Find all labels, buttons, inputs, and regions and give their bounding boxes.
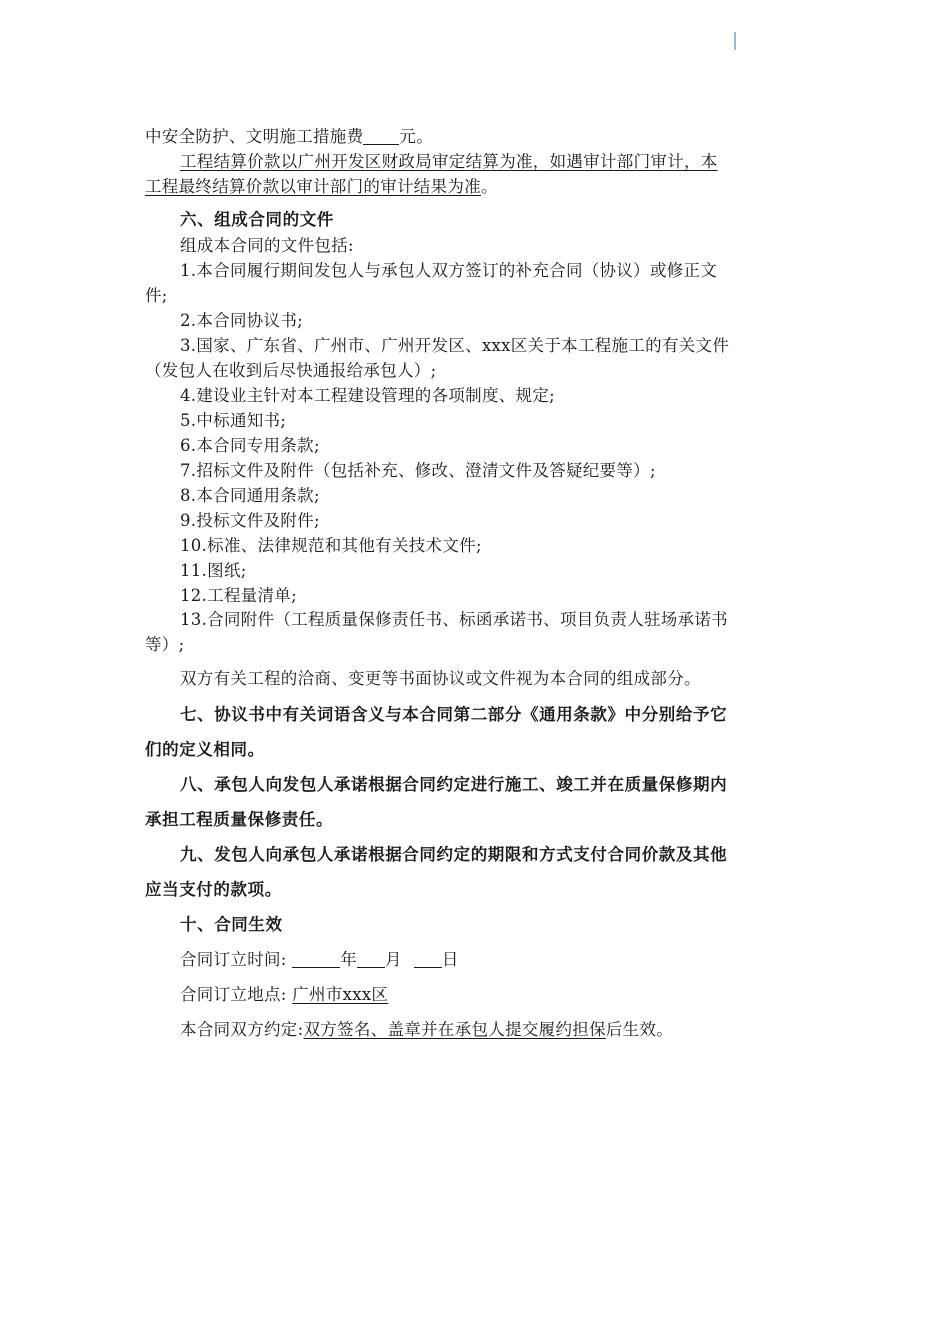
list-item-continuation: 件; <box>145 286 168 305</box>
month-label: 月 <box>385 950 402 969</box>
text-fragment: 。 <box>481 177 498 196</box>
section-heading-6: 六、组成合同的文件 <box>180 210 334 229</box>
day-label: 日 <box>441 950 459 969</box>
section-heading-7: 七、协议书中有关词语含义与本合同第二部分《通用条款》中分别给予它 <box>180 705 728 724</box>
paragraph: 组成本合同的文件包括: <box>180 236 354 255</box>
section-heading-8: 八、承包人向发包人承诺根据合同约定进行施工、竣工并在质量保修期内 <box>180 775 728 794</box>
list-item: 13.合同附件（工程质量保修责任书、标函承诺书、项目负责人驻场承诺书 <box>180 610 728 629</box>
day-blank <box>414 951 442 968</box>
section-heading-8-cont: 承担工程质量保修责任。 <box>145 810 334 829</box>
paragraph: 双方有关工程的洽商、变更等书面协议或文件视为本合同的组成部分。 <box>180 669 701 688</box>
section-heading-9-cont: 应当支付的款项。 <box>145 880 282 899</box>
blank-field <box>363 128 399 145</box>
list-item: 1.本合同履行期间发包人与承包人双方签订的补充合同（协议）或修正文 <box>180 261 718 280</box>
list-item: 3.国家、广东省、广州市、广州开发区、xxx区关于本工程施工的有关文件 <box>180 336 730 355</box>
list-item: 6.本合同专用条款; <box>180 436 320 455</box>
contract-date-line <box>180 949 810 971</box>
list-item: 11.图纸; <box>180 561 247 580</box>
list-item-continuation: （发包人在收到后尽快通报给承包人）; <box>145 361 437 380</box>
underlined-text: 工程最终结算价款以审计部门的审计结果为准 <box>145 177 481 196</box>
text-fragment: 中安全防护、文明施工措施费 <box>145 127 364 146</box>
settlement-line-1: 工程结算价款以广州开发区财政局审定结算为准，如遇审计部门审计，本 <box>180 152 718 171</box>
effective-tail: 后生效。 <box>605 1020 674 1039</box>
section-heading-7-cont: 们的定义相同。 <box>145 740 265 759</box>
text-cursor-mark <box>734 32 736 50</box>
year-blank <box>292 951 340 968</box>
list-item: 4.建设业主针对本工程建设管理的各项制度、规定; <box>180 386 556 405</box>
location-value: 广州市xxx区 <box>292 985 389 1004</box>
effective-condition: 双方签名、盖章并在承包人提交履约担保 <box>303 1020 606 1039</box>
contract-effective-line <box>180 1019 810 1041</box>
list-item: 2.本合同协议书; <box>180 311 304 330</box>
list-item: 10.标准、法律规范和其他有关技术文件; <box>180 536 482 555</box>
list-item: 5.中标通知书; <box>180 411 287 430</box>
contract-location-line <box>180 984 810 1006</box>
month-blank <box>357 951 385 968</box>
list-item: 12.工程量清单; <box>180 586 297 605</box>
text-line <box>145 126 810 148</box>
list-item-continuation: 等）; <box>145 635 185 654</box>
section-heading-9: 九、发包人向承包人承诺根据合同约定的期限和方式支付合同价款及其他 <box>180 845 728 864</box>
list-item: 8.本合同通用条款; <box>180 486 320 505</box>
date-label: 合同订立时间: <box>180 950 287 969</box>
effective-label: 本合同双方约定: <box>180 1020 304 1039</box>
year-label: 年 <box>340 950 358 969</box>
text-fragment: 元。 <box>399 127 434 146</box>
list-item: 7.招标文件及附件（包括补充、修改、澄清文件及答疑纪要等）; <box>180 461 656 480</box>
settlement-line-2 <box>145 176 810 198</box>
section-heading-10: 十、合同生效 <box>180 915 283 934</box>
list-item: 9.投标文件及附件; <box>180 511 320 530</box>
location-label: 合同订立地点: <box>180 985 287 1004</box>
